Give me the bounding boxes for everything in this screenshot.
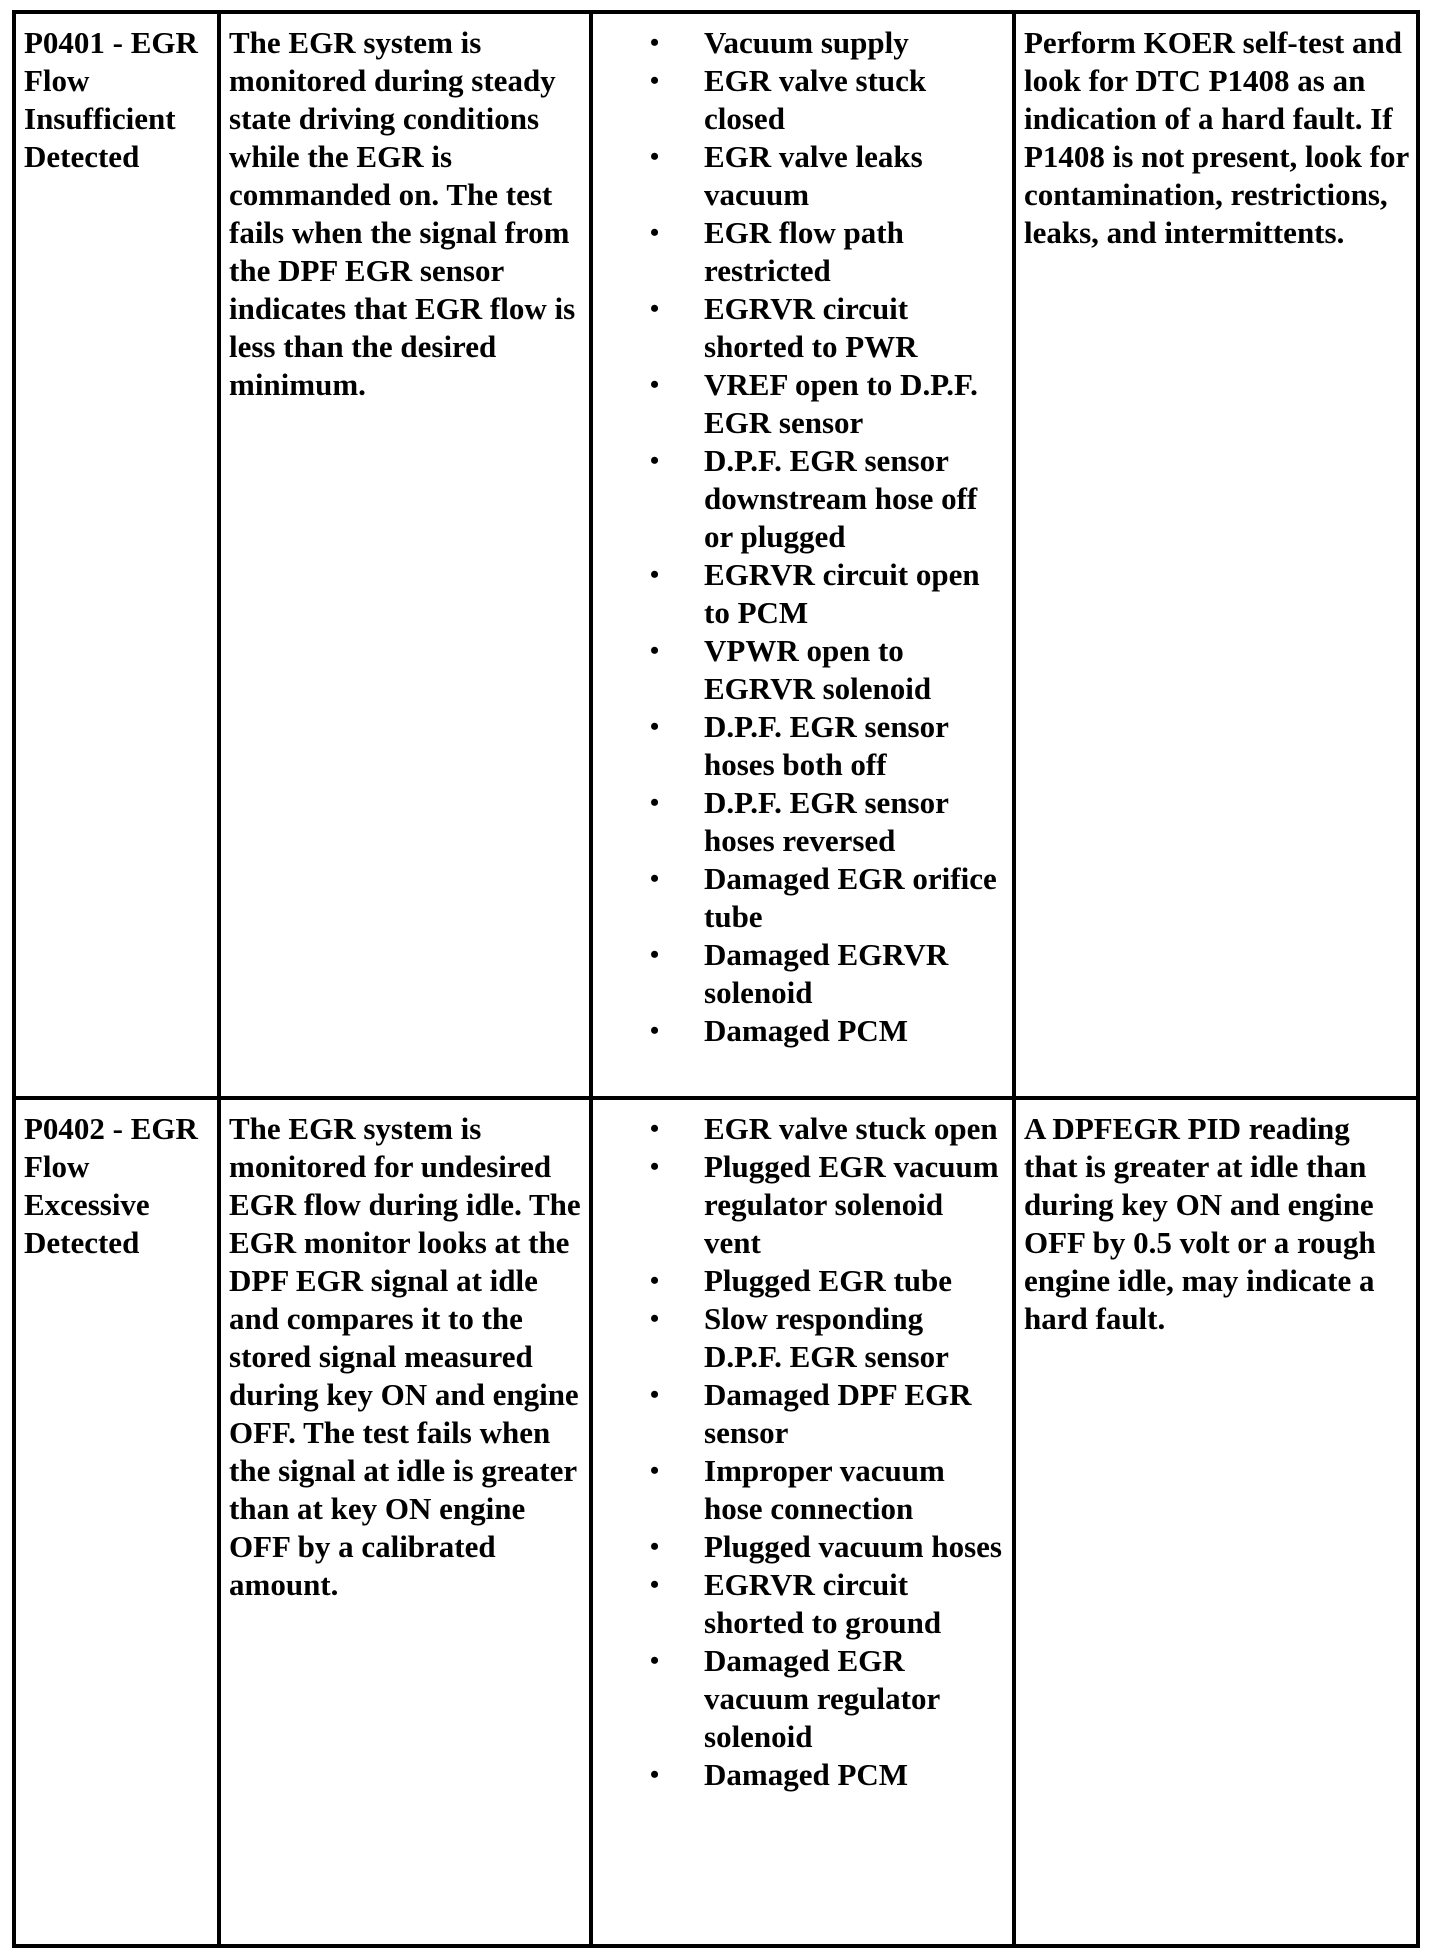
list-item: • VREF open to D.P.F. EGR sensor: [704, 366, 1006, 442]
list-item: • Damaged PCM: [704, 1756, 1006, 1794]
diagnostic-action-cell: [1014, 1098, 1418, 1946]
diagnostic-action: A DPFEGR PID reading that is greater at idle than during key ON and engine OFF by 0.5 volt or a rough engine idle, may indicate a hard fault.: [1024, 1111, 1376, 1336]
diagnostic-action: Perform KOER self-test and look for DTC P1408 as an indication of a hard fault. If P1408 is not present, look for contamination, restrictions, leaks, and intermittents.: [1024, 25, 1409, 250]
monitor-description: The EGR system is monitored during steady state driving conditions while the EGR is commanded on. The test fails when the signal from the DPF EGR sensor indicates that EGR flow is less than the desired minimum.: [229, 25, 576, 402]
list-item: • EGR valve stuck closed: [704, 62, 1006, 138]
possible-causes-list: [601, 1110, 1006, 1794]
list-item: • Improper vacuum hose connection: [704, 1452, 1006, 1528]
list-item: • EGRVR circuit open to PCM: [704, 556, 1006, 632]
dtc-code-cell: [14, 1098, 219, 1946]
list-item: • Slow responding D.P.F. EGR sensor: [704, 1300, 1006, 1376]
dtc-code: P0401 - EGR Flow Insufficient Detected: [24, 25, 198, 174]
list-item: • EGR flow path restricted: [704, 214, 1006, 290]
table-row: [14, 1098, 1418, 1946]
list-item: • D.P.F. EGR sensor hoses reversed: [704, 784, 1006, 860]
dtc-table: [12, 10, 1420, 1948]
list-item: • D.P.F. EGR sensor downstream hose off or plugged: [704, 442, 1006, 556]
list-item: • Damaged EGRVR solenoid: [704, 936, 1006, 1012]
monitor-description-cell: [219, 1098, 591, 1946]
possible-causes-cell: [591, 1098, 1014, 1946]
list-item: • Damaged PCM: [704, 1012, 1006, 1050]
dtc-code: P0402 - EGR Flow Excessive Detected: [24, 1111, 198, 1260]
dtc-code-cell: [14, 12, 219, 1098]
list-item: • EGRVR circuit shorted to ground: [704, 1566, 1006, 1642]
list-item: • Damaged EGR vacuum regulator solenoid: [704, 1642, 1006, 1756]
table-row: [14, 12, 1418, 1098]
list-item: • Plugged EGR vacuum regulator solenoid vent: [704, 1148, 1006, 1262]
diagnostic-action-cell: [1014, 12, 1418, 1098]
possible-causes-cell: [591, 12, 1014, 1098]
possible-causes-list: [601, 24, 1006, 1050]
list-item: • Damaged DPF EGR sensor: [704, 1376, 1006, 1452]
list-item: • EGRVR circuit shorted to PWR: [704, 290, 1006, 366]
list-item: • D.P.F. EGR sensor hoses both off: [704, 708, 1006, 784]
list-item: • EGR valve leaks vacuum: [704, 138, 1006, 214]
list-item: • Plugged vacuum hoses: [704, 1528, 1006, 1566]
list-item: • VPWR open to EGRVR solenoid: [704, 632, 1006, 708]
list-item: • Plugged EGR tube: [704, 1262, 1006, 1300]
monitor-description: The EGR system is monitored for undesired EGR flow during idle. The EGR monitor looks at the DPF EGR signal at idle and compares it to the stored signal measured during key ON and engine OFF. The test fails when the signal at idle is greater than at key ON engine OFF by a calibrated amount.: [229, 1111, 581, 1602]
list-item: • EGR valve stuck open: [704, 1110, 1006, 1148]
list-item: • Damaged EGR orifice tube: [704, 860, 1006, 936]
monitor-description-cell: [219, 12, 591, 1098]
list-item: • Vacuum supply: [704, 24, 1006, 62]
